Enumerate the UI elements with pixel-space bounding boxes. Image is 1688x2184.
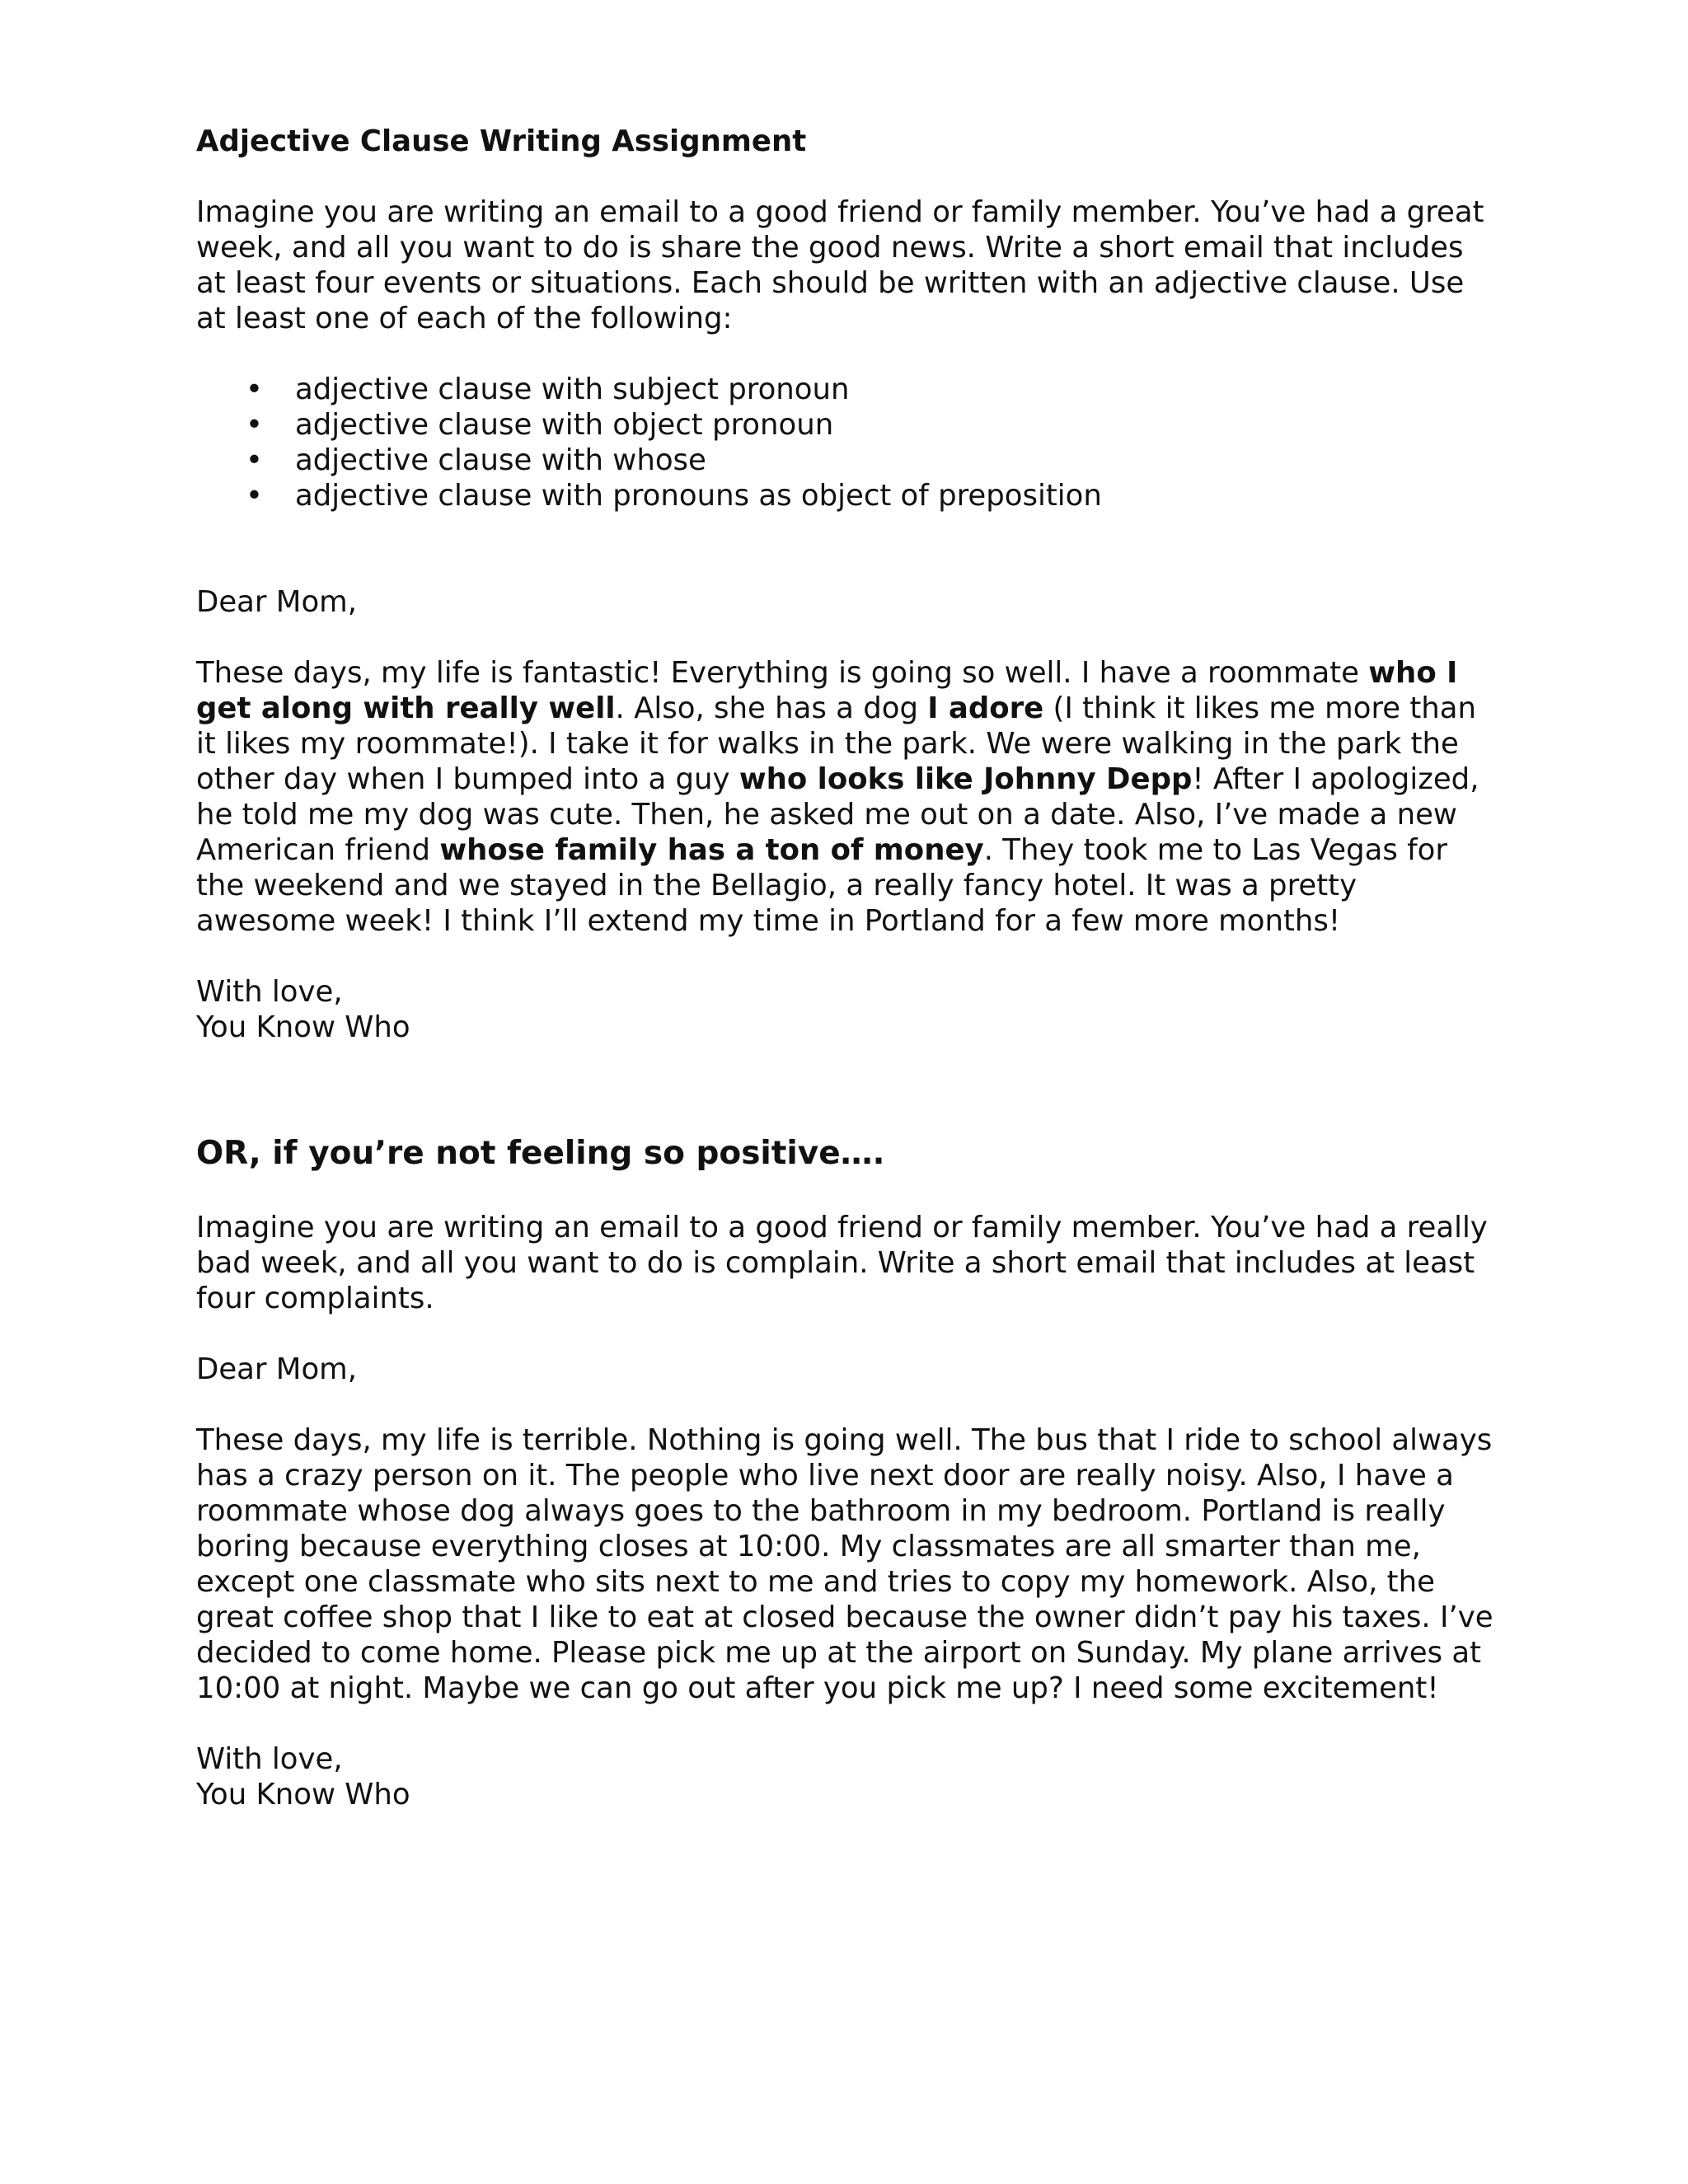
bullet-icon: • <box>246 443 263 477</box>
negative-letter-body: These days, my life is terrible. Nothing is going well. The bus that I ride to school always has a crazy person on it. The people who live next door are really noisy. Also, I have a roommate whose dog always goes to the bathroom in my bedroom. Portland is really boring because everything closes at 10:00. My classmates are all smarter than me, except one classmate who sits next to me and tries to copy my homework. Also, the great coffee shop that I like to eat at closed because the owner didn’t pay his taxes. I’ve decided to come home. Please pick me up at the airport on Sunday. My plane arrives at 10:00 at night. Maybe we can go out after you pick me up? I need some excitement! <box>196 1423 1493 1705</box>
assignment-title: Adjective Clause Writing Assignment <box>196 124 807 158</box>
requirement-item <box>196 372 1498 407</box>
alternative-instructions: Imagine you are writing an email to a good friend or family member. You’ve had a really bad week, and all you want to do is complain. Write a short email that includes at least four complaints. <box>196 1211 1488 1315</box>
positive-letter-closing: With love, <box>196 975 343 1009</box>
positive-letter-body <box>196 655 1498 939</box>
requirement-text: adjective clause with subject pronoun <box>295 373 850 406</box>
requirement-item <box>196 407 1498 443</box>
assignment-instructions: Imagine you are writing an email to a good friend or family member. You’ve had a great week, and all you want to do is share the good news. Write a short email that includes at least four events or situations. Each should be written with an adjective clause. Use at least one of each of the following: <box>196 195 1484 335</box>
negative-letter-closing: With love, <box>196 1742 343 1776</box>
letter-body-segment: . Also, she has a dog <box>615 691 928 725</box>
requirements-list <box>196 372 1498 513</box>
adjective-clause-highlight: whose family has a ton of money <box>439 833 984 867</box>
bullet-icon: • <box>246 479 263 513</box>
bullet-icon: • <box>246 408 263 442</box>
letter-body-segment: . They took me to Las Vegas for the weekend and we stayed in the Bellagio, a really fancy hotel. It was a pretty awesome week! I think I’ll extend my time in Portland for a few more months! <box>196 833 1447 938</box>
adjective-clause-highlight: who looks like Johnny Depp <box>738 762 1193 796</box>
letter-body-segment: These days, my life is fantastic! Everything is going so well. I have a roommate <box>196 656 1369 690</box>
negative-letter-greeting: Dear Mom, <box>196 1352 358 1386</box>
requirement-text: adjective clause with whose <box>295 443 706 477</box>
document-page <box>196 124 1498 1812</box>
bullet-icon: • <box>246 373 263 406</box>
requirement-text: adjective clause with object pronoun <box>295 408 834 442</box>
negative-letter-signature: You Know Who <box>196 1778 410 1811</box>
adjective-clause-highlight: I adore <box>927 691 1044 725</box>
requirement-item <box>196 478 1498 513</box>
spacer <box>196 549 1498 584</box>
positive-letter-signature: You Know Who <box>196 1010 410 1044</box>
alternative-heading: OR, if you’re not feeling so positive…. <box>196 1135 885 1172</box>
letter-body-segment: (I think it likes me more than it likes my roommate!). I take it for walks in the park. We were walking in the park the other day when I bumped into a guy <box>196 691 1477 796</box>
positive-letter-greeting: Dear Mom, <box>196 585 358 619</box>
requirement-item <box>196 443 1498 478</box>
letter-body-segment: ! After I apologized, he told me my dog was cute. Then, he asked me out on a date. Also, I’ve made a new American friend <box>196 762 1479 867</box>
requirement-text: adjective clause with pronouns as object of preposition <box>295 479 1102 513</box>
adjective-clause-highlight: who I get along with really well <box>196 656 1458 725</box>
